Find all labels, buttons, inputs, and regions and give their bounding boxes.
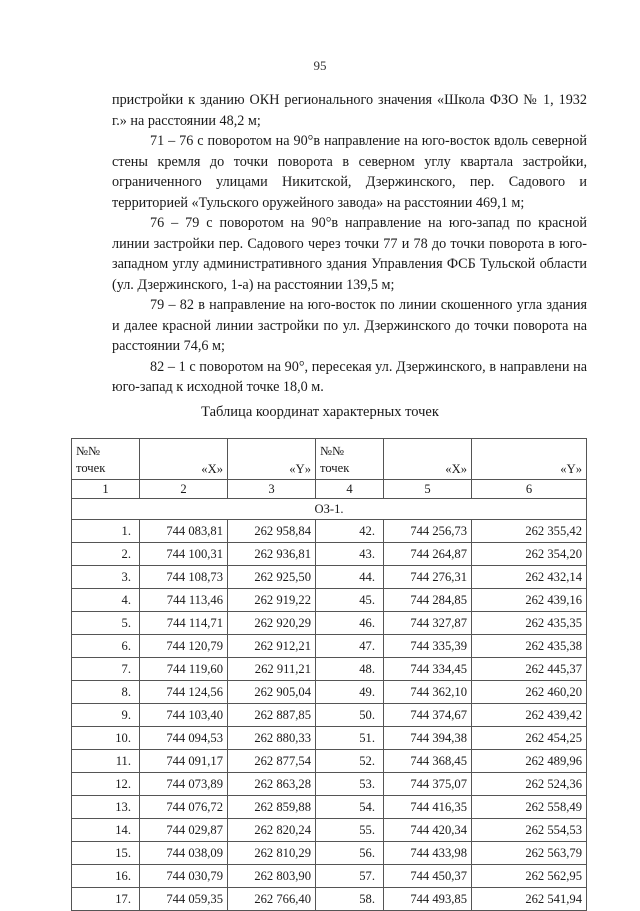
point-number: 9.: [72, 704, 140, 727]
y-coordinate: 262 880,33: [228, 727, 316, 750]
x-coordinate: 744 038,09: [140, 842, 228, 865]
y-coordinate: 262 859,88: [228, 796, 316, 819]
table-row: [72, 612, 587, 635]
point-number: 3.: [72, 566, 140, 589]
column-number: 2: [140, 480, 228, 499]
paragraph-82-1: 82 – 1 с поворотом на 90°, пересекая ул. Дзержинского, в направлени на юго-запад к исходной точке 18,0 м.: [112, 358, 587, 395]
x-coordinate-2: 744 264,87: [384, 543, 472, 566]
table-row: [72, 865, 587, 888]
table-row: [72, 796, 587, 819]
column-numbers-row: [72, 480, 587, 499]
x-coordinate-2: 744 335,39: [384, 635, 472, 658]
x-coordinate-2: 744 416,35: [384, 796, 472, 819]
y-coordinate: 262 803,90: [228, 865, 316, 888]
table-row: [72, 681, 587, 704]
table-row: [72, 658, 587, 681]
paragraph-79-82: 79 – 82 в направление на юго-восток по линии скошенного угла здания и далее красной линии застройки по ул. Дзержинского до точки поворота на расстоянии 74,6 м;: [112, 297, 587, 354]
y-coordinate-2: 262 354,20: [472, 543, 587, 566]
x-coordinate: 744 030,79: [140, 865, 228, 888]
x-coordinate-2: 744 362,10: [384, 681, 472, 704]
y-coordinate: 262 820,24: [228, 819, 316, 842]
point-number: 2.: [72, 543, 140, 566]
x-coordinate-2: 744 433,98: [384, 842, 472, 865]
y-coordinate: 262 810,29: [228, 842, 316, 865]
header-num-symbol: №№: [76, 444, 101, 458]
y-coordinate-2: 262 355,42: [472, 520, 587, 543]
x-coordinate-2: 744 374,67: [384, 704, 472, 727]
column-number: 3: [228, 480, 316, 499]
x-coordinate: 744 094,53: [140, 727, 228, 750]
point-number: 17.: [72, 888, 140, 911]
page-number: 95: [313, 58, 327, 73]
y-coordinate-2: 262 439,16: [472, 589, 587, 612]
header-point-number: [72, 439, 140, 480]
table-row: [72, 635, 587, 658]
y-coordinate: 262 912,21: [228, 635, 316, 658]
y-coordinate: 262 936,81: [228, 543, 316, 566]
point-number: 14.: [72, 819, 140, 842]
point-number: 16.: [72, 865, 140, 888]
point-number: 11.: [72, 750, 140, 773]
y-coordinate-2: 262 445,37: [472, 658, 587, 681]
x-coordinate-2: 744 493,85: [384, 888, 472, 911]
y-coordinate: 262 905,04: [228, 681, 316, 704]
y-coordinate-2: 262 541,94: [472, 888, 587, 911]
paragraph-continuation: пристройки к зданию ОКН регионального значения «Школа ФЗО № 1, 1932 г.» на расстоянии 48,2 м;: [112, 92, 587, 129]
header-x: «X»: [140, 439, 228, 480]
x-coordinate: 744 113,46: [140, 589, 228, 612]
x-coordinate-2: 744 394,38: [384, 727, 472, 750]
point-number-2: 51.: [316, 727, 384, 750]
y-coordinate-2: 262 554,53: [472, 819, 587, 842]
y-coordinate-2: 262 432,14: [472, 566, 587, 589]
x-coordinate: 744 029,87: [140, 819, 228, 842]
point-number-2: 49.: [316, 681, 384, 704]
x-coordinate: 744 103,40: [140, 704, 228, 727]
point-number-2: 48.: [316, 658, 384, 681]
x-coordinate: 744 076,72: [140, 796, 228, 819]
y-coordinate-2: 262 558,49: [472, 796, 587, 819]
header-num-word-2: точек: [320, 461, 350, 475]
point-number-2: 44.: [316, 566, 384, 589]
point-number-2: 58.: [316, 888, 384, 911]
x-coordinate: 744 124,56: [140, 681, 228, 704]
header-num-word: точек: [76, 461, 106, 475]
x-coordinate: 744 119,60: [140, 658, 228, 681]
y-coordinate-2: 262 524,36: [472, 773, 587, 796]
y-coordinate: 262 919,22: [228, 589, 316, 612]
y-coordinate-2: 262 454,25: [472, 727, 587, 750]
table-row: [72, 704, 587, 727]
x-coordinate-2: 744 327,87: [384, 612, 472, 635]
table-row: [72, 566, 587, 589]
point-number: 4.: [72, 589, 140, 612]
point-number-2: 53.: [316, 773, 384, 796]
coordinates-table: [71, 438, 587, 911]
point-number-2: 46.: [316, 612, 384, 635]
point-number-2: 56.: [316, 842, 384, 865]
point-number-2: 54.: [316, 796, 384, 819]
point-number: 8.: [72, 681, 140, 704]
point-number-2: 55.: [316, 819, 384, 842]
point-number: 6.: [72, 635, 140, 658]
x-coordinate-2: 744 256,73: [384, 520, 472, 543]
table-row: [72, 520, 587, 543]
table-row: [72, 750, 587, 773]
x-coordinate-2: 744 368,45: [384, 750, 472, 773]
x-coordinate: 744 083,81: [140, 520, 228, 543]
x-coordinate-2: 744 450,37: [384, 865, 472, 888]
x-coordinate-2: 744 284,85: [384, 589, 472, 612]
x-coordinate: 744 114,71: [140, 612, 228, 635]
x-coordinate: 744 100,31: [140, 543, 228, 566]
y-coordinate: 262 877,54: [228, 750, 316, 773]
point-number-2: 52.: [316, 750, 384, 773]
x-coordinate-2: 744 375,07: [384, 773, 472, 796]
y-coordinate-2: 262 489,96: [472, 750, 587, 773]
y-coordinate: 262 920,29: [228, 612, 316, 635]
header-num-symbol-2: №№: [320, 444, 345, 458]
header-x-2: «X»: [384, 439, 472, 480]
body-text: [112, 90, 587, 398]
x-coordinate: 744 059,35: [140, 888, 228, 911]
y-coordinate: 262 911,21: [228, 658, 316, 681]
point-number-2: 47.: [316, 635, 384, 658]
paragraph-76-79: 76 – 79 с поворотом на 90°в направление на юго-запад по красной линии застройки пер. Садового через точки 77 и 78 до точки поворота в юго-западном углу административного здания Управления ФСБ Тульской области (ул. Дзержинского, 1-а) на расстоянии 139,5 м;: [112, 215, 587, 293]
x-coordinate-2: 744 276,31: [384, 566, 472, 589]
x-coordinate: 744 073,89: [140, 773, 228, 796]
point-number: 13.: [72, 796, 140, 819]
table-row: [72, 842, 587, 865]
point-number: 7.: [72, 658, 140, 681]
table-header-row: [72, 439, 587, 480]
point-number-2: 43.: [316, 543, 384, 566]
table-row: [72, 543, 587, 566]
point-number-2: 42.: [316, 520, 384, 543]
column-number: 4: [316, 480, 384, 499]
column-number: 6: [472, 480, 587, 499]
y-coordinate: 262 887,85: [228, 704, 316, 727]
y-coordinate: 262 958,84: [228, 520, 316, 543]
y-coordinate-2: 262 460,20: [472, 681, 587, 704]
header-y-2: «Y»: [472, 439, 587, 480]
point-number: 15.: [72, 842, 140, 865]
paragraph-71-76: 71 – 76 с поворотом на 90°в направление на юго-восток вдоль северной стены кремля до точки поворота в северном углу квартала застройки, ограниченного улицами Никитской, Дзержинского, пер. Садового и территорией «Тульского оружейного завода» на расстоянии 469,1 м;: [112, 133, 587, 211]
table-row: [72, 773, 587, 796]
point-number: 1.: [72, 520, 140, 543]
column-number: 1: [72, 480, 140, 499]
point-number: 10.: [72, 727, 140, 750]
group-label: ОЗ-1.: [72, 499, 587, 520]
y-coordinate: 262 863,28: [228, 773, 316, 796]
point-number-2: 50.: [316, 704, 384, 727]
point-number: 5.: [72, 612, 140, 635]
y-coordinate-2: 262 563,79: [472, 842, 587, 865]
x-coordinate-2: 744 420,34: [384, 819, 472, 842]
point-number-2: 57.: [316, 865, 384, 888]
x-coordinate-2: 744 334,45: [384, 658, 472, 681]
point-number: 12.: [72, 773, 140, 796]
table-row: [72, 727, 587, 750]
x-coordinate: 744 120,79: [140, 635, 228, 658]
table-title: Таблица координат характерных точек: [201, 404, 439, 420]
coordinates-table-body: [72, 439, 587, 911]
y-coordinate: 262 766,40: [228, 888, 316, 911]
point-number-2: 45.: [316, 589, 384, 612]
group-row: [72, 499, 587, 520]
header-point-number-2: [316, 439, 384, 480]
y-coordinate-2: 262 439,42: [472, 704, 587, 727]
column-number: 5: [384, 480, 472, 499]
table-row: [72, 589, 587, 612]
y-coordinate-2: 262 562,95: [472, 865, 587, 888]
y-coordinate-2: 262 435,38: [472, 635, 587, 658]
x-coordinate: 744 108,73: [140, 566, 228, 589]
header-y: «Y»: [228, 439, 316, 480]
x-coordinate: 744 091,17: [140, 750, 228, 773]
table-row: [72, 819, 587, 842]
table-row: [72, 888, 587, 911]
y-coordinate: 262 925,50: [228, 566, 316, 589]
y-coordinate-2: 262 435,35: [472, 612, 587, 635]
